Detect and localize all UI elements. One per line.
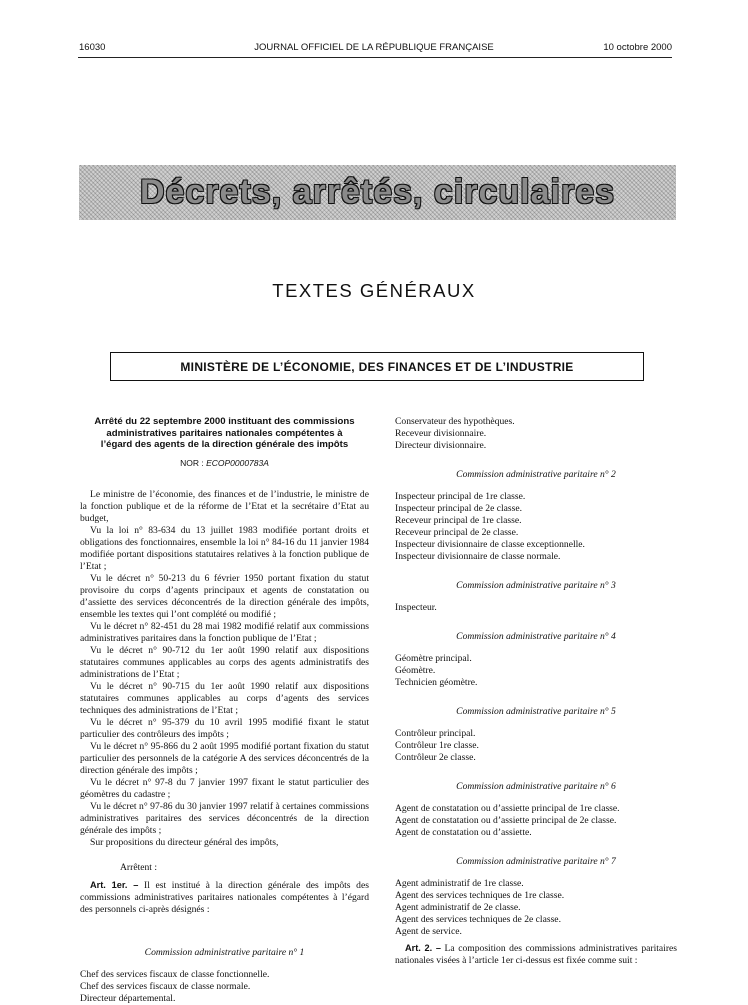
article-2-label: Art. 2. – [405, 943, 441, 953]
article-title-line: administratives paritaires nationales compétentes à [106, 427, 343, 439]
list-item: Contrôleur principal. [395, 728, 476, 739]
commission-title: Commission administrative paritaire n° 6 [456, 781, 616, 792]
issue-date: 10 octobre 2000 [603, 42, 672, 53]
preamble-paragraph: Vu le décret n° 82-451 du 28 mai 1982 modifié relatif aux commissions administratives paritaires dans la fonction publique de l’Etat ; [80, 620, 369, 644]
preamble-paragraph: Vu la loi n° 83-634 du 13 juillet 1983 modifiée portant droits et obligations des fonctionnaires, ensemble la loi n° 84-16 du 11 janvier 1984 modifiée portant dispositions statutaires relatives à la fonction publique de l’Etat ; [80, 524, 369, 572]
list-item: Agent des services techniques de 1re classe. [395, 890, 565, 901]
list-item: Contrôleur 2e classe. [395, 752, 476, 763]
ministry-name: MINISTÈRE DE L’ÉCONOMIE, DES FINANCES ET DE L’INDUSTRIE [180, 359, 574, 374]
list-item: Agent administratif de 2e classe. [395, 902, 521, 913]
list-item: Agent de constatation ou d’assiette principal de 1re classe. [395, 803, 620, 814]
list-item: Contrôleur 1re classe. [395, 740, 479, 751]
list-item: Inspecteur divisionnaire de classe exceptionnelle. [395, 539, 585, 550]
header-divider [78, 57, 672, 58]
nor-code: ECOP0000783A [206, 457, 269, 468]
preamble-paragraph: Vu le décret n° 95-866 du 2 août 1995 modifié portant fixation du statut particulier des personnels de la catégorie A des services déconcentrés de la direction générale des impôts ; [80, 740, 369, 776]
article-title-line: l’égard des agents de la direction générale des impôts [100, 439, 349, 450]
commission-title: Commission administrative paritaire n° 5 [456, 706, 616, 717]
preamble-paragraph: Sur propositions du directeur général des impôts, [90, 836, 279, 848]
commission-title: Commission administrative paritaire n° 1 [144, 946, 305, 958]
preamble-paragraph: Vu le décret n° 50-213 du 6 février 1950 portant fixation du statut provisoire du corps d’agents principaux et agents de constatation ou d’assiette des services déconcentrés de la direction générale des impôts, ensemble les textes qui l’ont complété ou modifié ; [80, 572, 369, 620]
list-item: Agent administratif de 1re classe. [395, 878, 524, 889]
list-item: Inspecteur. [395, 602, 437, 613]
article-1-text: Il est institué à la direction générale des impôts des commissions administratives paritaires nationales compétentes à l’égard des personnels ci-après désignés : [80, 879, 369, 915]
nor-label: NOR : [180, 457, 204, 468]
preamble-paragraph: Le ministre de l’économie, des finances et de l’industrie, le ministre de la fonction publique et de la réforme de l’Etat et la secrétaire d’Etat au budget, [80, 488, 369, 524]
left-column [80, 416, 369, 1005]
right-column [395, 416, 677, 967]
nor-reference [80, 457, 369, 469]
list-item: Technicien géomètre. [395, 677, 478, 688]
list-item: Receveur principal de 2e classe. [395, 527, 519, 538]
article-2 [395, 942, 677, 967]
preamble-paragraph: Vu le décret n° 95-379 du 10 avril 1995 modifié fixant le statut particulier des contrôleurs des impôts ; [80, 716, 369, 740]
list-item: Directeur départemental. [80, 992, 176, 1004]
list-item: Inspecteur principal de 1re classe. [395, 491, 526, 502]
list-item: Géomètre principal. [395, 653, 472, 664]
preamble-paragraph: Vu le décret n° 90-712 du 1er août 1990 relatif aux dispositions statutaires communes applicables au corps des agents administratifs des administrations de l’Etat ; [80, 644, 369, 680]
list-item: Agent de service. [395, 926, 462, 937]
arretent: Arrêtent : [120, 861, 158, 873]
article-1-label: Art. 1er. – [90, 879, 139, 890]
preamble-paragraph: Vu le décret n° 90-715 du 1er août 1990 relatif aux dispositions statutaires communes applicables au corps d’agents des services techniques des administrations de l’Etat ; [80, 680, 369, 716]
list-item: Chef des services fiscaux de classe fonctionnelle. [80, 968, 270, 980]
commission-title: Commission administrative paritaire n° 2 [456, 469, 616, 480]
list-item: Géomètre. [395, 665, 436, 676]
list-item: Agent de constatation ou d’assiette. [395, 827, 532, 838]
section-title: TEXTES GÉNÉRAUX [272, 280, 476, 301]
list-item: Inspecteur principal de 2e classe. [395, 503, 523, 514]
article-title-line: Arrêté du 22 septembre 2000 instituant des commissions [94, 416, 355, 427]
list-item: Receveur principal de 1re classe. [395, 515, 522, 526]
preamble-paragraph: Vu le décret n° 97-8 du 7 janvier 1997 fixant le statut particulier des géomètres du cadastre ; [80, 776, 369, 800]
commission-title: Commission administrative paritaire n° 4 [456, 631, 616, 642]
article-2-text: La composition des commissions administratives paritaires nationales visées à l’article 1er ci-dessus est fixée comme suit : [395, 943, 678, 966]
article-1 [80, 879, 369, 916]
page-number: 16030 [79, 42, 106, 53]
list-item: Directeur divisionnaire. [395, 440, 487, 451]
commission-title: Commission administrative paritaire n° 7 [456, 856, 616, 867]
journal-title: JOURNAL OFFICIEL DE LA RÉPUBLIQUE FRANÇAISE [254, 42, 494, 53]
list-item: Inspecteur divisionnaire de classe normale. [395, 551, 561, 562]
ministry-box [110, 352, 644, 381]
list-item: Agent des services techniques de 2e classe. [395, 914, 561, 925]
section-banner [79, 165, 676, 220]
preamble-paragraph: Vu le décret n° 97-86 du 30 janvier 1997 relatif à certaines commissions administratives paritaires des services déconcentrés de la direction générale des impôts ; [80, 800, 369, 836]
list-item: Chef des services fiscaux de classe normale. [80, 980, 251, 992]
article-title [80, 416, 369, 451]
list-item: Receveur divisionnaire. [395, 428, 487, 439]
list-item: Agent de constatation ou d’assiette principal de 2e classe. [395, 815, 617, 826]
list-item: Conservateur des hypothèques. [395, 416, 515, 427]
banner-text: Décrets, arrêtés, circulaires [139, 173, 616, 211]
commission-title: Commission administrative paritaire n° 3 [456, 580, 616, 591]
